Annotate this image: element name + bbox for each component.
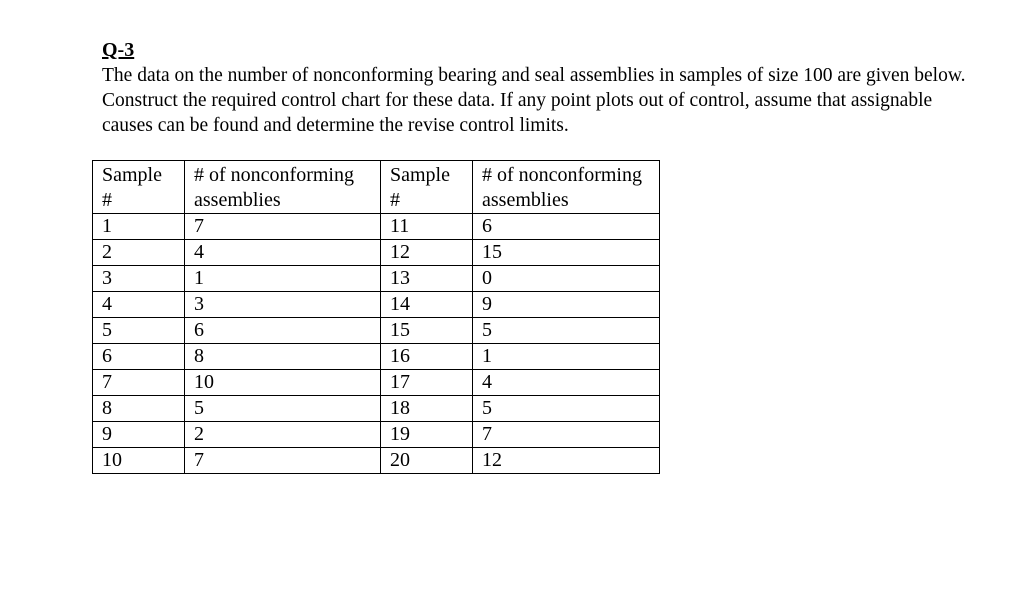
question-text: The data on the number of nonconforming bearing and seal assemblies in samples of size 100 are given below. Construct the required control chart for these data. If any point plots out of control, assume that assignable causes can be found and determine the revise control limits. xyxy=(102,65,966,136)
cell-count-right: 7 xyxy=(473,422,660,448)
cell-sample-right: 18 xyxy=(381,396,473,422)
cell-sample-right: 11 xyxy=(381,214,473,240)
cell-sample-right: 15 xyxy=(381,318,473,344)
header-sample-right-line2: # xyxy=(390,189,400,211)
cell-count-left: 8 xyxy=(185,344,381,370)
header-sample-left-line2: # xyxy=(102,189,112,211)
table-row xyxy=(93,370,660,396)
cell-sample-right: 19 xyxy=(381,422,473,448)
header-sample-right-line1: Sample xyxy=(390,164,450,186)
cell-sample-right: 14 xyxy=(381,292,473,318)
cell-sample-left: 3 xyxy=(93,266,185,292)
cell-sample-left: 6 xyxy=(93,344,185,370)
cell-sample-left: 2 xyxy=(93,240,185,266)
data-table xyxy=(92,160,660,474)
cell-sample-left: 4 xyxy=(93,292,185,318)
question-number: Q-3 xyxy=(102,39,135,61)
header-count-left-line2: assemblies xyxy=(194,189,281,211)
cell-count-right: 15 xyxy=(473,240,660,266)
cell-sample-right: 12 xyxy=(381,240,473,266)
cell-count-right: 5 xyxy=(473,318,660,344)
header-count-right-line2: assemblies xyxy=(482,189,569,211)
cell-count-left: 7 xyxy=(185,214,381,240)
cell-count-left: 5 xyxy=(185,396,381,422)
cell-count-right: 9 xyxy=(473,292,660,318)
cell-count-right: 4 xyxy=(473,370,660,396)
cell-sample-left: 5 xyxy=(93,318,185,344)
cell-count-right: 1 xyxy=(473,344,660,370)
cell-sample-left: 10 xyxy=(93,448,185,474)
table-row xyxy=(93,292,660,318)
table-row xyxy=(93,240,660,266)
table-row xyxy=(93,266,660,292)
cell-count-left: 7 xyxy=(185,448,381,474)
header-count-right-line1: # of nonconforming xyxy=(482,164,642,186)
table-header-row xyxy=(93,161,660,214)
cell-count-right: 12 xyxy=(473,448,660,474)
cell-sample-right: 20 xyxy=(381,448,473,474)
cell-count-right: 5 xyxy=(473,396,660,422)
header-sample-right xyxy=(381,161,473,214)
table-row xyxy=(93,396,660,422)
cell-count-left: 3 xyxy=(185,292,381,318)
table-row xyxy=(93,344,660,370)
table-row xyxy=(93,448,660,474)
cell-sample-left: 1 xyxy=(93,214,185,240)
table-row xyxy=(93,318,660,344)
header-count-right xyxy=(473,161,660,214)
header-sample-left xyxy=(93,161,185,214)
cell-sample-right: 13 xyxy=(381,266,473,292)
cell-sample-right: 17 xyxy=(381,370,473,396)
header-count-left xyxy=(185,161,381,214)
header-count-left-line1: # of nonconforming xyxy=(194,164,354,186)
table-body xyxy=(93,161,660,474)
header-sample-left-line1: Sample xyxy=(102,164,162,186)
question-block xyxy=(102,37,972,138)
cell-sample-left: 7 xyxy=(93,370,185,396)
cell-count-left: 6 xyxy=(185,318,381,344)
cell-count-left: 10 xyxy=(185,370,381,396)
table-row xyxy=(93,214,660,240)
cell-sample-right: 16 xyxy=(381,344,473,370)
cell-count-right: 6 xyxy=(473,214,660,240)
cell-sample-left: 9 xyxy=(93,422,185,448)
cell-count-left: 1 xyxy=(185,266,381,292)
table-row xyxy=(93,422,660,448)
cell-count-left: 4 xyxy=(185,240,381,266)
cell-sample-left: 8 xyxy=(93,396,185,422)
cell-count-left: 2 xyxy=(185,422,381,448)
cell-count-right: 0 xyxy=(473,266,660,292)
